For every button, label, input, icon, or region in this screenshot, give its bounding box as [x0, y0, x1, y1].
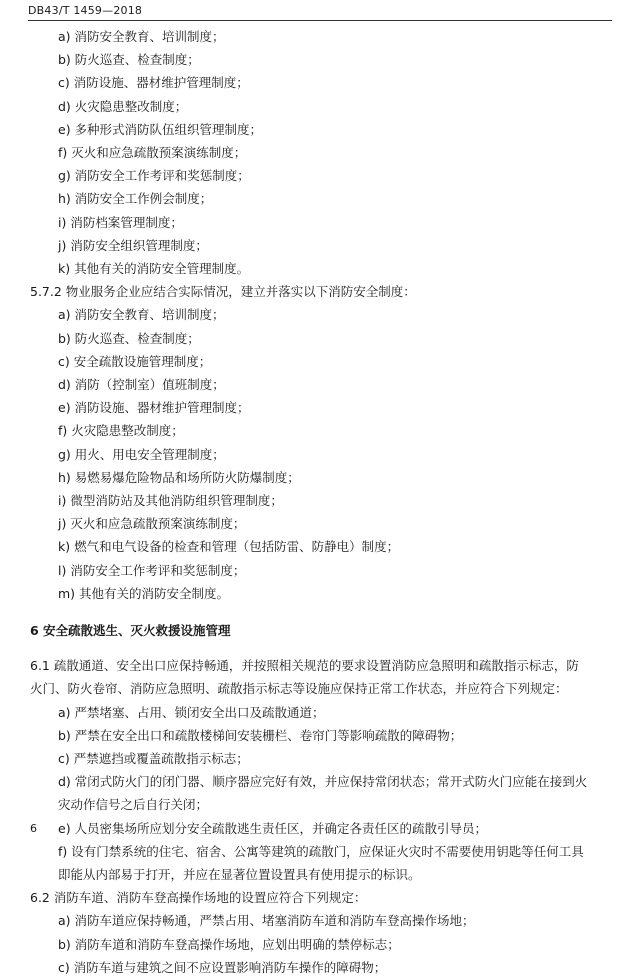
clause-6-1-line: 火门、防火卷帘、消防应急照明、疏散指示标志等设施应保持正常工作状态，并应符合下列规定：: [30, 681, 568, 697]
list-item: f) 设有门禁系统的住宅、宿舍、公寓等建筑的疏散门，应保证火灾时不需要使用钥匙等任何工具: [58, 843, 584, 859]
list-item: a) 消防安全教育、培训制度；: [58, 29, 225, 44]
list-item: f) 火灾隐患整改制度；: [58, 423, 184, 439]
document-code: DB43/T 1459—2018: [28, 4, 143, 17]
page-number: 6: [30, 822, 37, 835]
list-item: j) 消防安全组织管理制度；: [58, 237, 208, 253]
list-item: d) 常闭式防火门的闭门器、顺序器应完好有效，并应保持常闭状态；常开式防火门应能在接到火: [58, 774, 588, 790]
list-item: d) 火灾隐患整改制度；: [58, 98, 188, 114]
clause-5-7-2: 5.7.2 物业服务企业应结合实际情况，建立并落实以下消防安全制度：: [30, 284, 416, 300]
list-item: g) 消防安全工作考评和奖惩制度；: [58, 168, 250, 184]
list-item: l) 消防安全工作考评和奖惩制度；: [58, 562, 246, 578]
list-item: j) 灭火和应急疏散预案演练制度；: [58, 516, 246, 532]
clause-6-1-line: 6.1 疏散通道、安全出口应保持畅通，并按照相关规范的要求设置消防应急照明和疏散指示标志，防: [30, 658, 579, 674]
list-item: b) 防火巡查、检查制度；: [58, 52, 200, 68]
list-item: k) 燃气和电气设备的检查和管理（包括防雷、防静电）制度；: [58, 539, 400, 555]
list-item: a) 严禁堵塞、占用、锁闭安全出口及疏散通道；: [58, 704, 325, 720]
list-item: 即能从内部易于打开，并应在显著位置设置具有使用提示的标识。: [58, 867, 421, 882]
list-item: f) 灭火和应急疏散预案演练制度；: [58, 145, 247, 160]
list-item: g) 用火、用电安全管理制度；: [58, 446, 225, 462]
list-item: m) 其他有关的消防安全制度。: [58, 585, 230, 601]
list-item: k) 其他有关的消防安全管理制度。: [58, 261, 250, 276]
list-item: c) 安全疏散设施管理制度；: [58, 353, 212, 369]
list-item: c) 消防设施、器材维护管理制度；: [58, 75, 249, 91]
list-item: c) 消防车道与建筑之间不应设置影响消防车操作的障碍物；: [58, 959, 387, 975]
list-item: e) 多种形式消防队伍组织管理制度；: [58, 121, 263, 137]
list-item: i) 微型消防站及其他消防组织管理制度；: [58, 493, 283, 508]
list-item: b) 严禁在安全出口和疏散楼梯间安装栅栏、卷帘门等影响疏散的障碍物；: [58, 727, 463, 743]
list-item: a) 消防安全教育、培训制度；: [58, 307, 225, 323]
list-item: h) 易燃易爆危险物品和场所防火防爆制度；: [58, 469, 300, 485]
list-item: h) 消防安全工作例会制度；: [58, 191, 213, 207]
list-item: c) 严禁遮挡或覆盖疏散指示标志；: [58, 751, 249, 766]
clause-6-2: 6.2 消防车道、消防车登高操作场地的设置应符合下列规定：: [30, 890, 367, 906]
list-item: a) 消防车道应保持畅通，严禁占用、堵塞消防车道和消防车登高操作场地；: [58, 913, 475, 929]
list-item: b) 消防车道和消防车登高操作场地，应划出明确的禁停标志；: [58, 936, 400, 952]
list-item: 灾动作信号之后自行关闭；: [58, 797, 209, 813]
list-item: e) 消防设施、器材维护管理制度；: [58, 400, 250, 416]
list-item: i) 消防档案管理制度；: [58, 214, 183, 230]
list-item: b) 防火巡查、检查制度；: [58, 330, 200, 346]
list-item: e) 人员密集场所应划分安全疏散逃生责任区，并确定各责任区的疏散引导员；: [58, 820, 488, 836]
section-6-title: 6 安全疏散逃生、灭火救援设施管理: [30, 623, 231, 638]
header-rule: [28, 20, 612, 21]
list-item: d) 消防（控制室）值班制度；: [58, 377, 225, 392]
